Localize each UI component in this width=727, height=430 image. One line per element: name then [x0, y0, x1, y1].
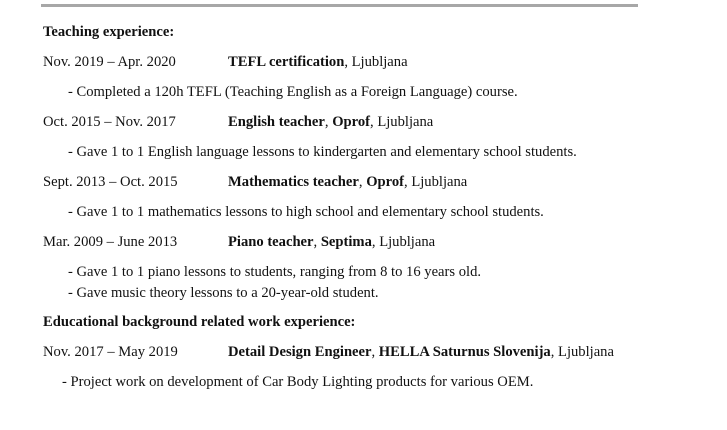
entry-organization: Septima	[320, 234, 372, 250]
entry-separator: ,	[344, 54, 352, 70]
entry-title	[228, 173, 467, 191]
entry-bullet: - Gave 1 to 1 English language lessons to kindergarten and elementary school students.	[68, 144, 577, 160]
entry-date: Sept. 2013 – Oct. 2015	[43, 174, 178, 190]
section-heading-teaching: Teaching experience:	[43, 24, 175, 40]
entry-title	[228, 233, 435, 251]
entry-bullet: - Gave 1 to 1 piano lessons to students, ranging from 8 to 16 years old.	[68, 264, 482, 280]
entry-separator: ,	[370, 114, 378, 130]
entry-organization: Oprof	[366, 174, 405, 190]
entry-separator: ,	[371, 234, 380, 250]
entry-date: Nov. 2019 – Apr. 2020	[43, 54, 176, 70]
entry-location: Ljubljana	[558, 344, 614, 360]
entry-location: Ljubljana	[379, 234, 436, 250]
entry-location: Ljubljana	[411, 174, 468, 190]
entry-location: Ljubljana	[377, 114, 434, 130]
entry-organization: Oprof	[332, 114, 371, 130]
entry-date: Oct. 2015 – Nov. 2017	[43, 114, 176, 130]
entry-separator: ,	[550, 344, 559, 360]
entry-location: Ljubljana	[351, 54, 408, 70]
entry-role: Detail Design Engineer	[228, 344, 372, 360]
entry-bullet: - Completed a 120h TEFL (Teaching English as a Foreign Language) course.	[68, 84, 518, 100]
entry-date: Mar. 2009 – June 2013	[43, 234, 178, 250]
entry-separator: ,	[371, 344, 379, 360]
entry-bullet: - Project work on development of Car Body Lighting products for various OEM.	[62, 374, 534, 390]
entry-role: Piano teacher	[228, 234, 314, 250]
entry-date: Nov. 2017 – May 2019	[43, 344, 178, 360]
entry-organization: HELLA Saturnus Slovenija	[378, 344, 551, 360]
entry-title	[228, 53, 408, 71]
entry-bullet: - Gave 1 to 1 mathematics lessons to high school and elementary school students.	[68, 204, 544, 220]
entry-separator: ,	[324, 114, 333, 130]
entry-separator: ,	[358, 174, 367, 190]
entry-role: English teacher	[228, 114, 325, 130]
entry-role: Mathematics teacher	[228, 174, 359, 190]
entry-title	[228, 343, 614, 361]
section-heading-educational: Educational background related work experience:	[43, 314, 356, 330]
entry-title	[228, 113, 433, 131]
entry-bullet: - Gave music theory lessons to a 20-year-old student.	[68, 285, 379, 301]
entry-separator: ,	[404, 174, 412, 190]
entry-separator: ,	[313, 234, 321, 250]
top-divider	[41, 4, 638, 7]
entry-role: TEFL certification	[228, 54, 345, 70]
